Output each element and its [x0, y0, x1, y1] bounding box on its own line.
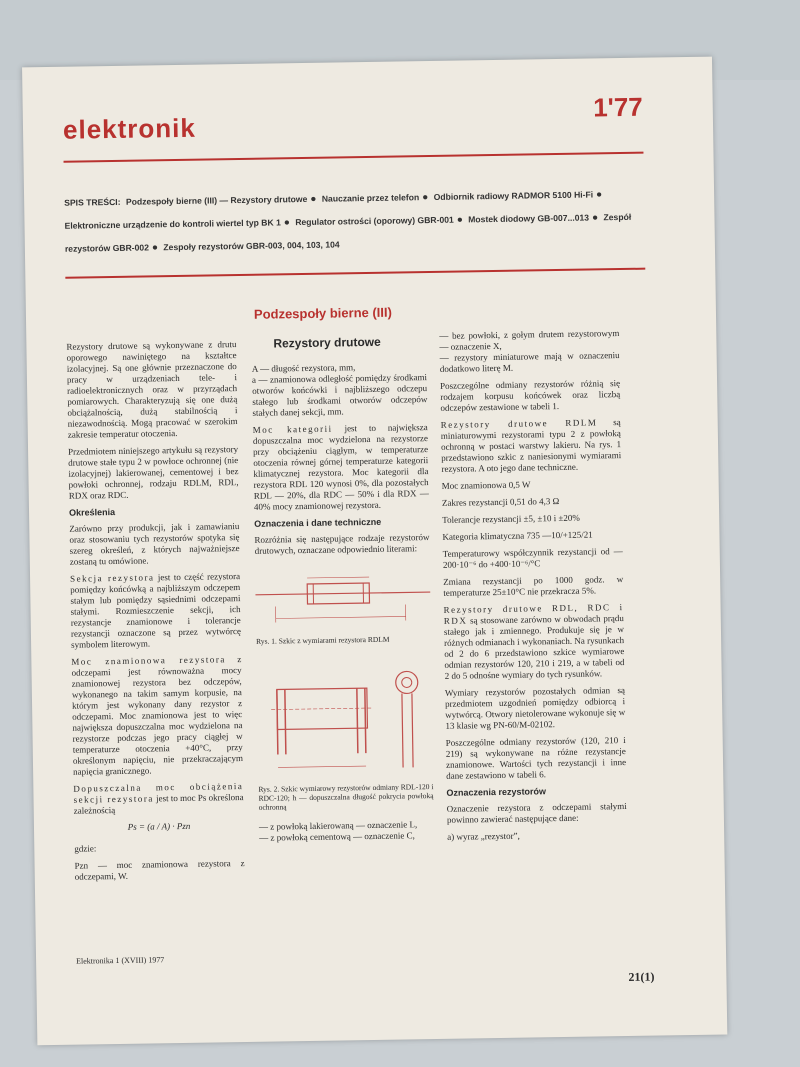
toc-label: SPIS TREŚCI: [64, 196, 121, 208]
term: Moc znamionowa rezystora [71, 654, 226, 667]
formula: Ps = (a / A) · Pzn [127, 820, 191, 832]
list: — z powłoką lakierowaną — oznaczenie L, — z powłoką cementową — oznaczenie C, [258, 819, 418, 843]
definitions: A — długość rezystora, mm, a — znamionowa odległość pomiędzy środkami otworów końcówki i najbliższego odczepu stałego lub środkami otworów odczepów stałych danej sekcji, mm. [251, 362, 428, 418]
paragraph: z odczepami jest równoważna mocy znamionowej rezystora bez odczepów, wykonanego na takim samym korpusie, na którym jest wykonany dany rezystor z odczepami. Moc znamionowa jest to więc największa dopuszczalna moc wydzielona na rezystorze podczas jego pracy ciągłej w temperaturze otoczenia +40°C, przy określonym napięciu, nie przekraczającym napięcia granicznego. [71, 654, 243, 777]
article-column-1 [66, 339, 245, 889]
toc-item: Zespoły rezystorów GBR-003, 004, 103, 104 [163, 239, 340, 253]
paragraph: a) wyraz „rezystor”, [447, 830, 520, 842]
term: Dopuszczalna moc obciążenia sekcji rezystora [73, 781, 244, 805]
page-number: 21(1) [628, 969, 655, 985]
paragraph: jest to część rezystora pomiędzy końcówką a najbliższym odczepem stałym lub pomiędzy sąsiednimi odczepami stałymi. Rozmieszczenie sekcji, ich rezystancje znamionowe i tolerancje rezystancji oznaczone są przez wytwórcę symbolem literowym. [70, 571, 242, 650]
paragraph: jest to moc Ps określona zależnością [73, 792, 244, 816]
toc-item: Nauczanie przez telefon [321, 192, 420, 204]
toc-item: Zespół rezystorów GBR-002 [64, 211, 632, 254]
figure-caption: Rys. 1. Szkic z wymiarami rezystora RDLM [256, 634, 390, 646]
section-title: Podzespoły bierne (III) [253, 304, 393, 322]
paragraph: Rezystory drutowe są wykonywane z drutu oporowego nawiniętego na kształtce izolacyjnej. Są one głównie przeznaczone do pracy w urządzeniach tele- i radioelektronicznych oraz w przyrządach pomiarowych. Charakteryzują się one dużą obciążalnością, dużą stabilnością i niezawodnością. Mogą pracować w szerokim zakresie temperatur otoczenia. [66, 339, 238, 440]
paragraph: Poszczególne odmiany rezystorów różnią się rodzajem korpusu końcówek oraz liczbą odczepów zestawione w tabeli 1. [440, 378, 621, 413]
magazine-logo: elektronik [62, 112, 197, 145]
toc-item: Regulator ostrości (oporowy) GBR-001 [295, 214, 454, 228]
paragraph: gdzie: [74, 843, 97, 854]
magazine-page [22, 57, 727, 1046]
subheading-resistor-markings: Oznaczenia rezystorów [446, 786, 547, 798]
term: Sekcja rezystora [70, 572, 155, 584]
table-of-contents: SPIS TREŚCI: Podzespoły bierne (III) — Rezystory drutowe ● Nauczanie przez telefon ● Odbiornik radiowy RADMOR 5100 Hi-Fi ● Elektroniczne urządzenie do kontroli wiertel typ BK 1 ● Regulator ostrości (oporowy) GBR-001 ● Mostek diodowy GB-007...013 ● Zespół rezystorów GBR-002 ● Zespoły rezystorów GBR-003, 004, 103, 104 [64, 189, 632, 254]
term: Moc kategorii [252, 423, 333, 435]
spec: Temperaturowy współczynnik rezystancji od —200·10⁻⁶ do +400·10⁻⁶/°C [442, 546, 623, 570]
toc-item: Mostek diodowy GB-007...013 [468, 212, 590, 225]
toc-rule [65, 268, 645, 279]
list: — bez powłoki, z gołym drutem rezystorowym — oznaczenie X, — rezystory miniaturowe mają w oznaczeniu dodatkowo literę M. [439, 328, 620, 374]
paragraph: Rozróżnia się następujące rodzaje rezystorów drutowych, oznaczane odpowiednio literami: [254, 532, 430, 556]
paragraph: jest to największa dopuszczalna moc wydzielona na rezystorze przy obciążeniu ciągłym, w temperaturze otoczenia równej górnej temperaturze kategorii klimatycznej rezystora. Moc kategorii dla rezystora RDL 120 wynosi 0%, dla pozostałych RDL — 20%, dla RDC — 50% i dla RDX — 40% mocy znamionowej rezystora. [252, 422, 429, 512]
article-column-3 [439, 328, 627, 849]
paragraph: Przedmiotem niniejszego artykułu są rezystory drutowe stałe typu 2 w powłoce ochronnej (nie izolacyjnej) lakierowanej, cementowej i bez powłoki ochronnej, rodzaju RDLM, RDL, RDX oraz RDC. [68, 444, 239, 501]
spec: Kategoria klimatyczna 735 —10/+125/21 [442, 529, 593, 542]
figure-1-resistor-sketch [255, 564, 431, 632]
article-title: Rezystory drutowe [273, 334, 381, 351]
spec: Moc znamionowa 0,5 W [441, 479, 531, 491]
term: Rezystory drutowe RDLM [440, 417, 598, 430]
footer-issue: Elektronika 1 (XVIII) 1977 [76, 955, 165, 966]
article-column-2 [251, 336, 434, 850]
toc-item: Podzespoły bierne (III) — Rezystory drutowe [125, 193, 308, 207]
paragraph: Oznaczenie rezystora z odczepami stałymi powinno zawierać następujące dane: [446, 801, 627, 825]
definition: Pzn — moc znamionowa rezystora z odczepami, W. [74, 858, 245, 882]
toc-item: Elektroniczne urządzenie do kontroli wiertel typ BK 1 [64, 217, 281, 231]
paragraph: Wymiary rezystorów pozostałych odmian są przedmiotem uzgodnień pomiędzy odbiorcą i wytwórcą. Otwory nietolerowane wykonuje się w 13 klasie wg PN-60/M-02102. [444, 685, 626, 731]
header-rule [64, 152, 644, 163]
issue-number: 1'77 [592, 91, 643, 123]
toc-item: Odbiornik radiowy RADMOR 5100 Hi-Fi [433, 189, 594, 202]
spec: Zakres rezystancji 0,51 do 4,3 Ω [441, 496, 560, 508]
figure-caption: Rys. 2. Szkic wymiarowy rezystorów odmiany RDL-120 i RDC-120; h — dopuszczalna długość pokrycia powłoką ochronną [258, 782, 434, 812]
figure-2-resistor-sketch [256, 657, 433, 780]
paragraph: są stosowane zarówno w obwodach prądu stałego jak i zmiennego. Produkuje się je w różnych odmianach i wykonaniach. Na rysunkach od 2 do 6 przedstawiono szkice wymiarowe odmian rezystorów 120, 210 i 219, a w tabeli od 2 do 5 odnośne wymiary do tych rysunków. [443, 613, 625, 681]
paragraph: są miniaturowymi rezystorami typu 2 z powłoką ochronną w postaci warstwy lakieru. Na rys. 1 przedstawiono szkic z naniesionymi wymiarami rezystora. A oto jego dane techniczne. [440, 417, 622, 474]
spec: Zmiana rezystancji po 1000 godz. w temperaturze 25±10°C nie przekracza 5%. [443, 574, 624, 598]
paragraph: Zarówno przy produkcji, jak i zamawianiu oraz stosowaniu tych rezystorów spotyka się szereg określeń, z których najważniejsze zostaną tu omówione. [69, 521, 240, 567]
subheading-markings: Oznaczenia i dane techniczne [254, 516, 382, 529]
spec: Tolerancje rezystancji ±5, ±10 i ±20% [442, 512, 580, 525]
term: Rezystory drutowe RDL, RDC i RDX [443, 602, 624, 626]
subheading-definitions: Określenia [68, 507, 116, 518]
paragraph: Poszczególne odmiany rezystorów (120, 210 i 219) są wykonywane na różne rezystancje znamionowe. Wartości tych rezystancji i inne dane zestawiono w tabeli 6. [445, 735, 627, 781]
